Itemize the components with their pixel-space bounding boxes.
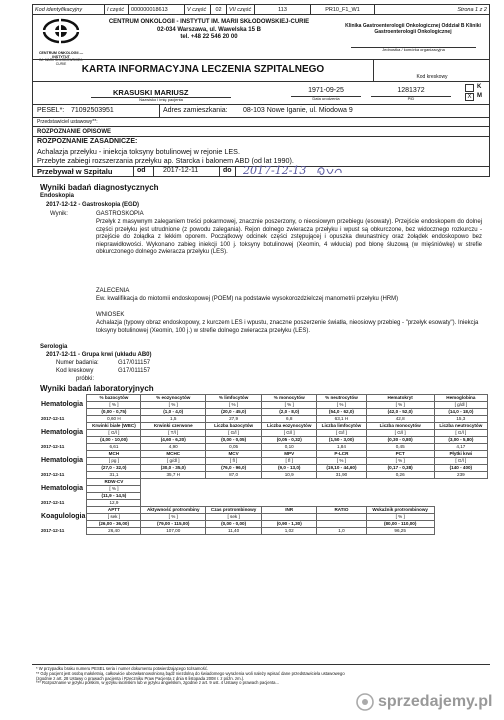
form-code: PR10_F1_W1 [311,5,375,14]
hema4-unit-row [40,486,488,493]
hema3-header-row [40,451,488,458]
serology-label: Serologia [40,344,68,350]
address-label: Adres zamieszkania: [163,107,228,114]
document-title: KARTA INFORMACYJNA LECZENIA SZPITALNEGO [81,64,325,75]
kod-value: 000000018613 [129,5,185,14]
lab-value-cell: 0,26 [366,472,434,479]
clinic-name: Klinika Gastroenterologii Onkologicznej Oddział B Kliniki Gastroenterologii Onkologicznej [345,23,481,35]
logo-caption: CENTRUM ONKOLOGII — INSTYTUT [38,51,84,60]
lab-norm-cell [317,521,366,528]
sex-k-checkbox[interactable] [465,84,474,92]
lab-date: 2017-12-11 [41,416,65,421]
lab-norm-cell: (0,17 - 0,38) [366,465,434,472]
kod-label: Kod identyfikacyjny [33,5,105,14]
institute-logo [35,18,87,67]
lab-head-cell: Czas protrombinowy [206,507,262,514]
lab-value-cell: 107,00 [141,528,206,535]
lab-date: 2017-12-11 [41,472,65,477]
document-header [32,15,490,82]
main-diagnosis-line-2: Przebyte zabiegi rozszerzania przełyku ap. Starcka i balonem ABD (od lat 1990). [37,156,294,165]
hema-value-row [40,416,488,423]
lab-norm-cell: (9,0 - 13,0) [262,465,317,472]
lab-norm-cell: (42,0 - 52,0) [366,409,434,416]
lab-value-cell: 10,9 [262,472,317,479]
initials-signature-icon [315,165,345,178]
sample-barcode: G17/011157 [118,368,151,374]
lab-value-cell: 31,1 [87,472,141,479]
footnote-2: ** Gdy pacjent jest osobą małoletnią, całkowicie ubezwłasnowolnioną bądź niezdolną do świadomego wyrażenia woli należy wpisać dane przedstawiciela ustawowego [36,670,345,676]
lab-head-cell: % eozynocytów [141,395,206,402]
lab-value-cell: 63,1 H [317,416,366,423]
lab-value-cell: 42,8 [366,416,434,423]
lab-head-cell: APTT [87,507,141,514]
main-diagnosis-line-1: Achalazja przełyku - iniekcja toksyny botulinowej w rejonie LES. [37,147,240,156]
lab-unit-cell: [ fl ] [206,458,262,465]
lab-norm-cell: (26,00 - 36,00) [87,521,141,528]
lab-unit-cell: [ G/l ] [366,430,434,437]
lab-date: 2017-12-11 [41,528,65,533]
lab-head-cell: Wskaźnik protrombinowy [366,507,434,514]
recommendations-text: Ew. kwalifikacja do miotomii endoskopowej (POEM) na podstawie wysokorozdzielczej manometrii przełyku (HRM) [96,296,399,302]
lab-norm-cell: (27,0 - 32,0) [87,465,141,472]
lab-value-cell: 4,90 [141,444,206,451]
lab-unit-cell: [ % ] [87,402,141,409]
lab-unit-cell: [ G/l ] [317,430,366,437]
hema2-norm-row [40,437,488,444]
sex-k-label: K [477,84,482,90]
hema-norm-row [40,409,488,416]
lab-head-cell: Hematokryt [366,395,434,402]
vii-value: 113 [255,5,311,14]
lab-value-cell: 26,40 [87,528,141,535]
lab-unit-cell [317,514,366,521]
endoscopy-head: 2017-12-12 - Gastroskopia (EGD) [46,202,140,208]
lab-norm-cell: (19,10 - 44,60) [317,465,366,472]
v-label: V część [185,5,211,14]
gastroscopy-label: GASTROSKOPIA [96,211,144,217]
lab-unit-cell: [ g/dl ] [434,402,487,409]
patient-section [32,82,490,118]
lab-date: 2017-12-11 [41,444,65,449]
lab-unit-cell: [ % ] [366,458,434,465]
lab-unit-cell: [ G/l ] [434,458,487,465]
serology-head: 2017-12-11 - Grupa krwi (układu AB0) [46,352,152,358]
koag-header-row [40,507,488,514]
lab-norm-cell: (1,0 - 4,0) [141,409,206,416]
lab-value-cell: 1,84 [317,444,366,451]
lab-value-cell: 4,17 [434,444,487,451]
lab-unit-cell: [ % ] [317,458,366,465]
institute-address: 02-034 Warszawa, ul. Wawelska 15 B [157,26,261,33]
lab-value-cell: 6,8 [262,416,317,423]
lab-head-cell: % neutrocytów [317,395,366,402]
test-number-label: Numer badania: [56,360,99,366]
koag-norm-row [40,521,488,528]
lab-value-cell: 0,10 [262,444,317,451]
identification-bar [32,4,490,15]
lab-value-cell: 0,05 [206,444,262,451]
lab-unit-cell: [ % ] [206,402,262,409]
legal-representative: Przedstawiciel ustawowy**: [32,118,490,127]
hema3-unit-row [40,458,488,465]
pesel-value: 71092503951 [71,107,114,114]
lab-norm-cell: (140 - 400) [434,465,487,472]
hema-header-row [40,395,488,402]
watermark-text: sprzedajemy.pl [378,693,493,710]
lab-norm-cell: (11,9 - 14,5) [87,493,141,500]
lab-unit-cell: [ % ] [317,402,366,409]
lab-unit-cell: [ G/l ] [87,430,141,437]
logo-icon [35,18,87,46]
hematology-label-3: Hematologia [41,457,84,464]
lab-norm-cell: (0,00 - 0,00) [206,521,262,528]
lab-head-cell: Krwinki białe (WBC) [87,423,141,430]
pid-value: 1281372 [397,87,425,94]
hema3-norm-row [40,465,488,472]
logo-caption-2: IM. MARII SKŁODOWSKIEJ-CURIE [39,58,83,67]
hema4-header-row [40,479,488,486]
address-value: 08-103 Nowe Iganie, ul. Miodowa 9 [243,107,353,114]
unit-caption: Jednostka / komórka organizacyjna [382,47,445,52]
lab-value-cell: 0,60 H [87,416,141,423]
patient-name-caption: Nazwisko i imię pacjenta [139,97,183,102]
watermark [356,690,496,714]
lab-head-cell: Płytki krwi [434,451,487,458]
recommendations-label: ZALECENIA [96,288,130,294]
pesel-label: PESEL*: [37,107,65,114]
lab-head-cell: RDW-CV [87,479,141,486]
lab-norm-cell: (2,0 - 8,0) [262,409,317,416]
lab-title: Wyniki badań laboratoryjnych [40,384,154,393]
lab-value-cell: 0,45 [366,444,434,451]
birth-date-caption: Data urodzenia [312,96,340,101]
footnotes [36,667,486,686]
lab-value-cell: 87,0 [206,472,262,479]
lab-norm-cell: (80,00 - 110,00) [366,521,434,528]
result-label: Wynik: [50,211,68,217]
lab-norm-cell: (0,00 - 0,75) [87,409,141,416]
conclusion-text: Achalazja (typowy obraz endoskopowy, z kurczem LES i wpustu, znaczne poszerzenie światła, nieosiowy przebieg - "przełyk esowaty"). Iniekcja toksyny botulinowej (Xeomin, 100 j.) w strefie dolnego zwieracza przełyku (LES). [96,320,479,334]
sex-m-checkbox[interactable]: X [465,93,474,101]
lab-norm-cell: (3,00 - 5,80) [434,437,487,444]
koag-value-row [40,528,488,535]
lab-unit-cell: [ T/l ] [141,430,206,437]
lab-head-cell: INR [262,507,317,514]
lab-head-cell: MCH [87,451,141,458]
conclusion-label: WNIOSEK [96,312,125,318]
lab-head-cell: MPV [262,451,317,458]
lab-head-cell: Krwinki czerwone [141,423,206,430]
lab-head-cell: Hemoglobina [434,395,487,402]
lab-norm-cell: (0,90 - 1,30) [262,521,317,528]
lab-unit-cell: [ % ] [87,486,141,493]
hematology-label-4: Hematologia [41,485,84,492]
lab-unit-cell: [ % ] [366,514,434,521]
lab-norm-cell: (30,0 - 35,0) [141,465,206,472]
lab-norm-cell: (4,00 - 10,00) [87,437,141,444]
lab-unit-cell: [ sek ] [87,514,141,521]
hematology-label: Hematologia [41,401,84,408]
sex-m-label: M [477,93,482,99]
stay-label: Przebywał w Szpitalu [37,167,113,176]
lab-value-cell: 15,3 [434,416,487,423]
hema2-value-row [40,444,488,451]
lab-value-cell: 27,9 [206,416,262,423]
diagnosis-section [32,127,490,177]
stay-from-label: od [137,167,146,174]
footnote-1: * W przypadku braku numeru PESEL seria i numer dokumentu potwierdzającego tożsamość. [36,666,209,671]
lab-head-cell: MCHC [141,451,206,458]
lab-norm-cell: (14,0 - 18,0) [434,409,487,416]
lab-value-cell: 31,90 [317,472,366,479]
lab-head-cell: RATIO [317,507,366,514]
lab-head-cell: Liczba monocytów [366,423,434,430]
lab-value-cell: 1,02 [262,528,317,535]
hematology-label-2: Hematologia [41,429,84,436]
lab-head-cell: % limfocytów [206,395,262,402]
lab-norm-cell: (1,50 - 3,00) [317,437,366,444]
lab-date: 2017-12-11 [41,500,65,505]
lab-unit-cell: [ G/l ] [206,430,262,437]
lab-value-cell: 35,7 H [141,472,206,479]
hema2-unit-row [40,430,488,437]
hematology-table [40,394,488,535]
lab-norm-cell: (4,60 - 6,20) [141,437,206,444]
koag-unit-row [40,514,488,521]
lab-value-cell: 239 [434,472,487,479]
stay-from-date: 2017-12-11 [163,167,199,174]
lab-norm-cell: (0,00 - 0,05) [206,437,262,444]
diagnosis-descriptive-label: ROZPOZNANIE OPISOWE [37,129,112,135]
lab-unit-cell: [ pg ] [87,458,141,465]
lab-norm-cell: (76,0 - 96,0) [206,465,262,472]
lab-head-cell: Liczba eozynocytów [262,423,317,430]
footnote-4: *** Rozpoznanie w języku polskim, w języku łacińskim lub w języku angielskim, zgodnie z art. 9 ust. 4 Ustawy o prawach pacjenta... [36,680,279,686]
czesc-label: I część [105,5,129,14]
lab-value-cell: 96,25 [366,528,434,535]
lab-unit-cell: [ % ] [141,402,206,409]
lab-head-cell: Liczba neutrocytów [434,423,487,430]
sample-barcode-label: Kod kreskowy [56,368,94,374]
coagulology-label: Koagulologia [41,513,86,520]
sample-barcode-label-2: próbki: [76,376,95,382]
lab-value-cell: 12,9 [87,500,141,507]
lab-value-cell: 1,5 [141,416,206,423]
lab-unit-cell: [ sek ] [206,514,262,521]
lab-value-cell: 6,61 [87,444,141,451]
institute-name: CENTRUM ONKOLOGII - INSTYTUT IM. MARII SKŁODOWSKIEJ-CURIE [108,19,310,25]
birth-date: 1971-09-25 [308,87,344,94]
lab-unit-cell: [ g/dl ] [141,458,206,465]
lab-unit-cell: [ G/l ] [262,430,317,437]
endoscopy-label: Endoskopia [40,193,75,199]
lab-unit-cell: [ % ] [262,402,317,409]
lab-value-cell: 11,40 [206,528,262,535]
test-number: G17/011157 [118,360,151,366]
lab-norm-cell: (54,0 - 62,0) [317,409,366,416]
stay-to-label: do [223,167,232,174]
lab-head-cell: % monocytów [262,395,317,402]
lab-head-cell: PCT [366,451,434,458]
lab-head-cell: % bazocytów [87,395,141,402]
stay-to-handwritten: 2017-12-13 [243,164,307,177]
lab-norm-cell: (20,0 - 45,0) [206,409,262,416]
lab-head-cell: Liczba limfocytów [317,423,366,430]
watermark-logo-icon [356,693,374,711]
barcode-label: Kod kreskowy [416,74,448,80]
vii-label: VII część [227,5,255,14]
pid-caption: PID [407,96,415,101]
hema-unit-row [40,402,488,409]
lab-unit-cell: [ % ] [141,514,206,521]
lab-norm-cell: (79,00 - 115,00) [141,521,206,528]
hema4-norm-row [40,493,488,500]
lab-head-cell: MCV [206,451,262,458]
hema3-value-row [40,472,488,479]
gastroscopy-text: Przełyk z masywnym zaleganiem treści pokarmowej, znacznie poszerzony, o nieosiowym przebiegu (esowaty). Przejście endoskopem do dolnej części przełyku jest utrudnione (z powodu zalegania). Rejon dolnego zwieracza przełyku i wpust są obkurczone, bez widocznego rozkurczu - przejście do żołądka z lekkim oporem. Początkowy odcinek części zstępującej i opuszka dwunastnicy oraz żołądek endoskopowo bez nieprawidłowości. Wykonano zabieg iniekcji 100 j. toksyny botulinowej (Xeomin, 4 wkłucia) pod błonę śluzową (w mięśniówkę) w strefie obkurczonego dolnego zwieracza przełyku (LES). [96,219,482,255]
main-diagnosis-label: ROZPOZNANIE ZASADNICZE: [37,138,138,145]
hema2-header-row [40,423,488,430]
patient-name: KRASUSKI MARIUSZ [113,88,189,97]
lab-head-cell: Liczba bazocytów [206,423,262,430]
v-value: 02 [211,5,227,14]
lab-head-cell: P-LCR [317,451,366,458]
diag-title: Wyniki badań diagnostycznych [40,183,159,192]
footnote-3: (zgodnie z art. 28 Ustawy o prawach pacjenta i Rzeczniku Praw Pacjenta z dnia 6 listopada 2008 r. z późn. zm.). [36,675,245,681]
lab-unit-cell: [ G/l ] [434,430,487,437]
lab-unit-cell: [ fl ] [262,458,317,465]
lab-head-cell: Aktywność protrombiny [141,507,206,514]
lab-value-cell: 1,0 [317,528,366,535]
lab-norm-cell: (0,05 - 0,32) [262,437,317,444]
hema4-value-row [40,500,488,507]
lab-unit-cell [262,514,317,521]
lab-unit-cell: [ % ] [366,402,434,409]
lab-norm-cell: (0,30 - 0,80) [366,437,434,444]
page-counter: Strona 1 z 2 [457,7,487,13]
institute-phone: tel. +48 22 546 20 00 [180,34,238,40]
